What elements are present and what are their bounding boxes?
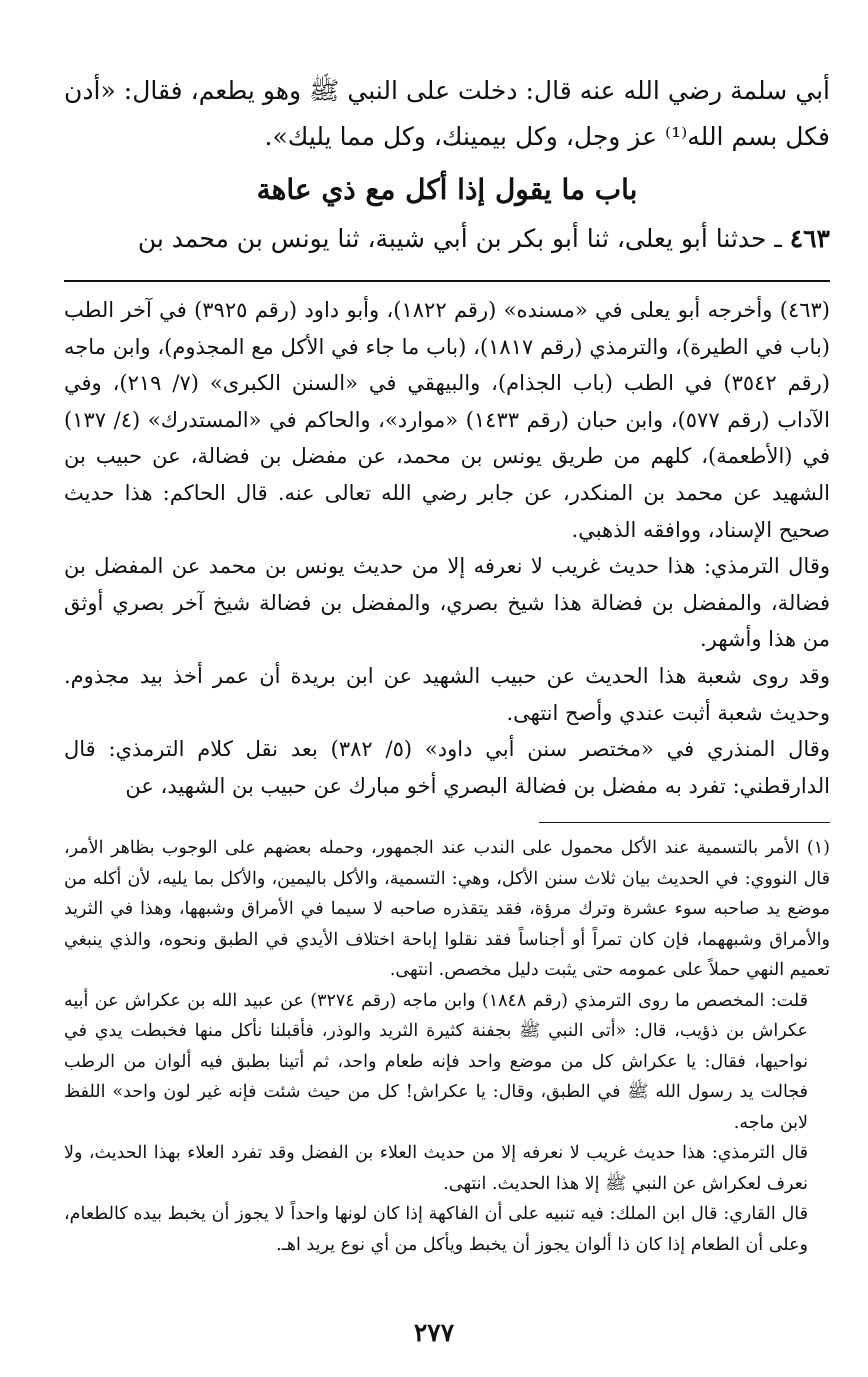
footnotes-section xyxy=(64,833,830,1260)
chapter-title: باب ما يقول إذا أكل مع ذي عاهة xyxy=(256,173,638,206)
hadith-opening xyxy=(64,216,830,262)
hadith-text: ـ حدثنا أبو يعلى، ثنا أبو بكر بن أبي شيبة، ثنا يونس بن محمد بن xyxy=(137,224,790,253)
takhrij-paragraph-2: وقال الترمذي: هذا حديث غريب لا نعرفه إلا من حديث يونس بن محمد عن المفضل بن فضالة، والمفضل بن فضالة هذا شيخ بصري، والمفضل بن فضالة شيخ آخر بصري أوثق من هذا وأشهر. xyxy=(64,554,830,652)
footnote-1-continuation-1: قلت: المخصص ما روى الترمذي (رقم ١٨٤٨) وابن ماجه (رقم ٣٢٧٤) عن عبيد الله بن عكراش عن أبيه عكراش بن ذؤيب، قال: «أتى النبي ﷺ بجفنة كثيرة الثريد والوذر، فأقبلنا نأكل منها فخبطت يدي في نواحيها، فقال: يا عكراش كل من موضع واحد فإنه طعام واحد، ثم أتينا بطبق فيه ألوان من الرطب فجالت يد رسول الله ﷺ في الطبق، وقال: يا عكراش! كل من حيث شئت فإنه غير لون واحد» اللفظ لابن ماجه. xyxy=(64,990,808,1133)
footnote-1: (١) الأمر بالتسمية عند الأكل محمول على الندب عند الجمهور، وحمله بعضهم على الوجوب بظاهر الأمر، قال النووي: في الحديث بيان ثلاث سنن الأكل، وهي: التسمية، والأكل باليمين، والأكل بما يليه، لأن أكله من موضع يد صاحبه سوء عشرة وترك مرؤة، فقد يتقذره صاحبه لا سيما في الأمراق وشبهها، وهذا في الثريد والأمراق وشبههما، فإن كان تمراً أو أجناساً فقد نقلوا إباحة اختلاف الأيدي في الطبق ونحوه، والذي ينبغي تعميم النهي حملاً على عمومه حتى يثبت دليل مخصص. انتهى. xyxy=(64,838,830,981)
page-body xyxy=(64,68,830,1260)
footnote-divider xyxy=(539,822,830,823)
footnote-1-continuation-3: قال القاري: قال ابن الملك: فيه تنبيه على أن الفاكهة إذا كان لونها واحداً لا يجوز أن يخبط بيده كالطعام، وعلى أن الطعام إذا كان ذا ألوان يجوز أن يخبط ويأكل من أي نوع يريد اهـ. xyxy=(64,1204,808,1255)
main-text xyxy=(64,68,830,160)
takhrij-section xyxy=(64,292,830,804)
section-divider xyxy=(64,280,830,282)
hadith-number: ٤٦٣ xyxy=(789,224,830,253)
takhrij-paragraph-3: وقد روى شعبة هذا الحديث عن حبيب الشهيد عن ابن بريدة أن عمر أخذ بيد مجذوم. وحديث شعبة أثبت عندي وأصح انتهى. xyxy=(64,663,830,725)
footnote-1-continuation-2: قال الترمذي: هذا حديث غريب لا نعرفه إلا من حديث العلاء بن الفضل وقد تفرد العلاء بهذا الحديث، ولا نعرف لعكراش عن النبي ﷺ إلا هذا الحديث. انتهى. xyxy=(64,1143,808,1194)
takhrij-paragraph-4: وقال المنذري في «مختصر سنن أبي داود» (٥/ ٣٨٢) بعد نقل كلام الترمذي: قال الدارقطني: تفرد به مفضل بن فضالة البصري أخو مبارك عن حبيب بن الشهيد، عن xyxy=(64,737,830,798)
main-paragraph: أبي سلمة رضي الله عنه قال: دخلت على النبي ﷺ وهو يطعم، فقال: «أدن فكل بسم الله⁽¹⁾ عز وجل، وكل بيمينك، وكل مما يليك». xyxy=(64,76,830,151)
takhrij-paragraph-1: (٤٦٣) وأخرجه أبو يعلى في «مسنده» (رقم ١٨٢٢)، وأبو داود (رقم ٣٩٢٥) في آخر الطب (باب في الطيرة)، والترمذي (رقم ١٨١٧)، (باب ما جاء في الأكل مع المجذوم)، وابن ماجه (رقم ٣٥٤٢) في الطب (باب الجذام)، والبيهقي في «السنن الكبرى» (٧/ ٢١٩)، وفي الآداب (رقم ٥٧٧)، وابن حبان (رقم ١٤٣٣) «موارد»، والحاكم في «المستدرك» (٤/ ١٣٧) في (الأطعمة)، كلهم من طريق يونس بن محمد، عن مفضل بن فضالة، عن حبيب بن الشهيد عن محمد بن المنكدر، عن جابر رضي الله تعالى عنه. قال الحاكم: هذا حديث صحيح الإسناد، ووافقه الذهبي. xyxy=(64,298,830,542)
page-number: ٢٧٧ xyxy=(413,1318,455,1347)
